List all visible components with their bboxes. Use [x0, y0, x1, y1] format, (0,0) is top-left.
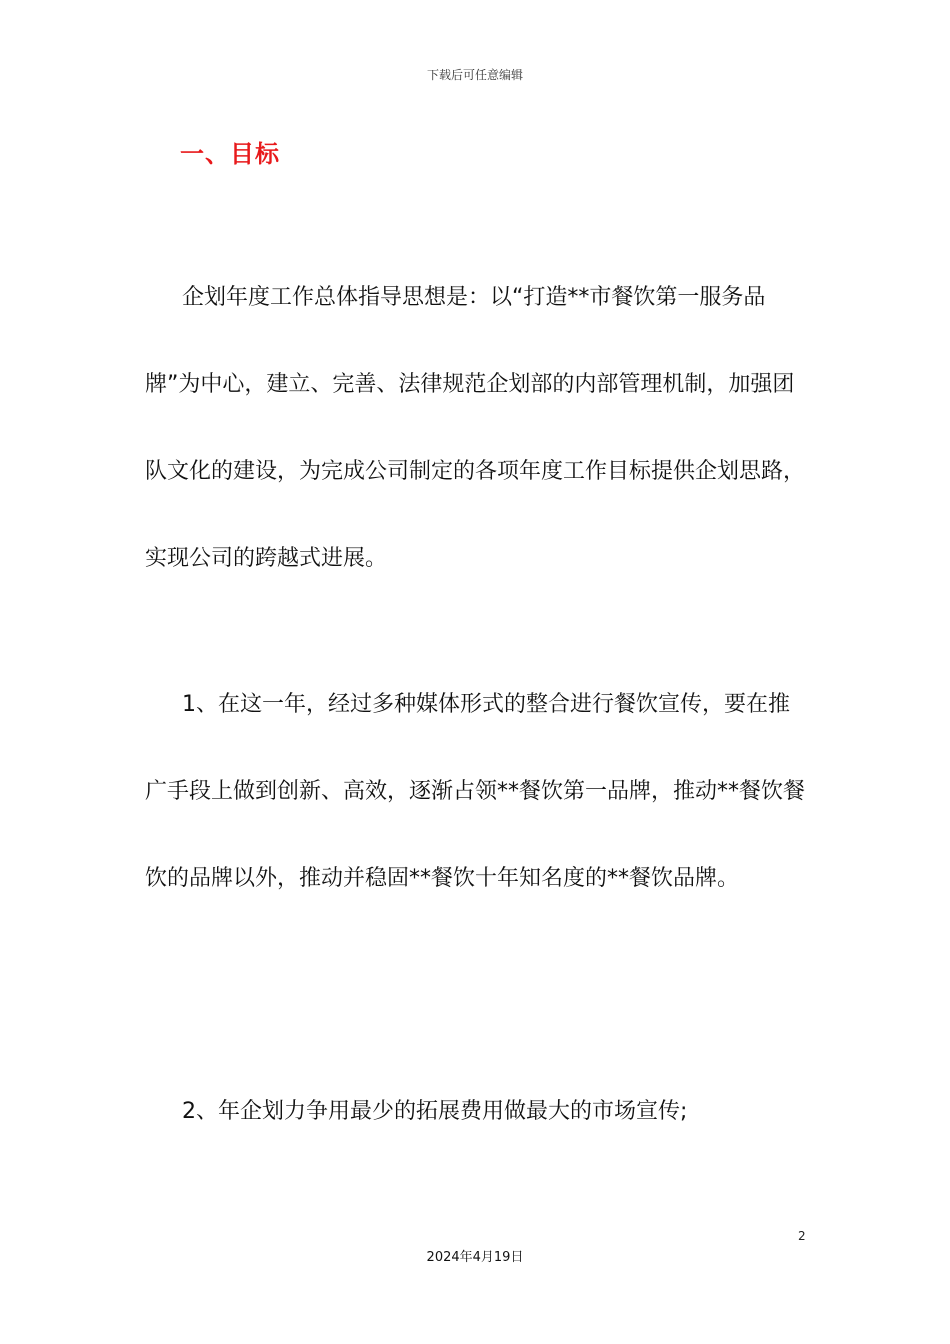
- page-number: 2: [798, 1229, 806, 1243]
- paragraph-item-2: 2、年企划力争用最少的拓展费用做最大的市场宣传;: [182, 1099, 688, 1124]
- header-note: 下载后可任意编辑: [426, 68, 523, 82]
- paragraph-guiding-idea: 企划年度工作总体指导思想是：以“打造**市餐饮第一服务品牌”为中心，建立、完善、法律规范企划部的内部管理机制，加强团队文化的建设，为完成公司制定的各项年度工作目标提供企划思路，实现公司的跨越式进展。: [145, 285, 806, 571]
- section-title: 一、目标: [180, 140, 280, 168]
- paragraph-item-1: 1、在这一年，经过多种媒体形式的整合进行餐饮宣传，要在推广手段上做到创新、高效，逐渐占领**餐饮第一品牌，推动**餐饮餐饮的品牌以外，推动并稳固**餐饮十年知名度的**餐饮品牌。: [145, 692, 806, 891]
- footer-date: 2024年4月19日: [426, 1250, 524, 1265]
